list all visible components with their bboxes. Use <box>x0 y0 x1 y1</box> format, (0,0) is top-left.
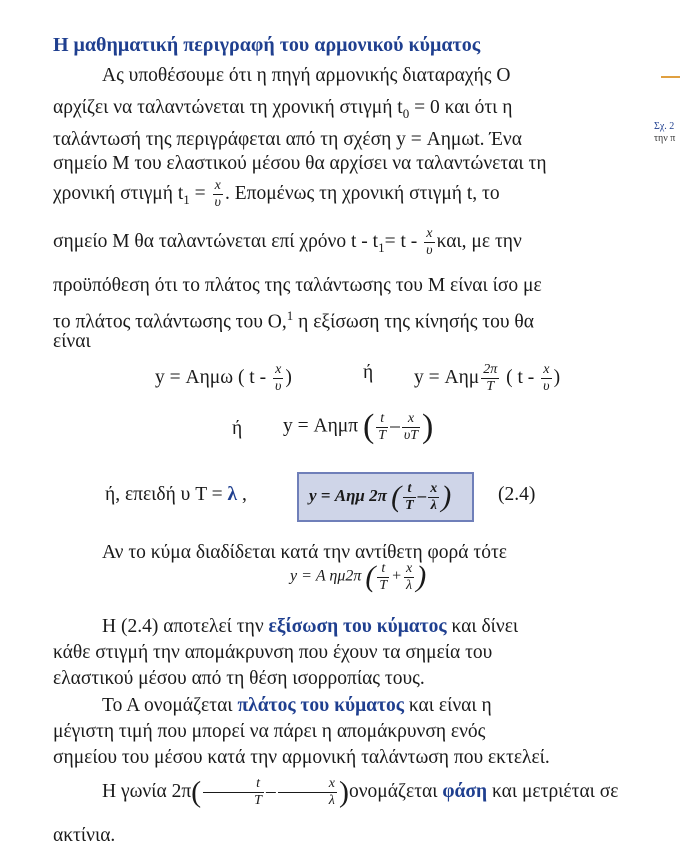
margin-marker <box>661 76 680 78</box>
term-wave-amplitude: πλάτος του κύματος <box>237 695 405 716</box>
paragraph-3-line-3: ελαστικού μέσου από τη θέση ισορροπίας τους. <box>53 668 425 689</box>
denominator: λ <box>430 497 437 513</box>
denominator: λ <box>406 577 413 593</box>
equation-2 <box>414 362 560 395</box>
denominator: λ <box>328 793 335 809</box>
paragraph-1-line-1: Ας υποθέσουμε ότι η πηγή αρμονικής διαταραχής O <box>102 65 511 86</box>
fraction-t-over-T <box>403 481 416 514</box>
numerator: x <box>273 362 283 379</box>
numerator: x <box>541 362 551 379</box>
paragraph-4-line-3: σημείου του μέσου κατά την αρμονική ταλάντωση που εκτελεί. <box>53 747 550 768</box>
equation-text: y = Αημω ( t - <box>155 366 267 388</box>
big-paren-close: ) <box>441 480 452 513</box>
fraction-x-over-lambda <box>404 561 414 594</box>
term-wave-equation: εξίσωση του κύματος <box>268 616 447 637</box>
or-2: ή <box>232 418 243 439</box>
big-paren-open: ( <box>191 775 202 809</box>
text-span: και είναι η <box>404 695 492 716</box>
text-span: αρχίζει να ταλαντώνεται τη χρονική στιγμή t <box>53 97 403 118</box>
text-span: το πλάτος ταλάντωσης του O, <box>53 311 287 333</box>
footnote-marker: 1 <box>286 308 294 323</box>
paragraph-5-line-2: ακτίνια. <box>53 825 116 846</box>
equation-opposite-direction <box>290 560 426 594</box>
text-span: και, με την <box>436 231 522 252</box>
text-span: σημείο Μ θα ταλαντώνεται επί χρόνο t - t <box>53 231 379 252</box>
numerator: t <box>403 481 416 498</box>
numerator: t <box>203 776 264 793</box>
fraction-x-over-lambda <box>278 776 337 809</box>
denominator: υ <box>274 379 282 394</box>
equation-text: y = Α ημ2π <box>290 567 362 585</box>
minus-sign: – <box>390 415 400 437</box>
numerator: x <box>213 178 223 195</box>
numerator: t <box>377 561 389 578</box>
minus-sign: – <box>417 485 427 505</box>
paren-close: ) <box>285 366 292 388</box>
paragraph-1-line-6 <box>53 224 641 266</box>
big-paren-close: ) <box>422 408 434 445</box>
paragraph-1-line-3: ταλάντωσή της περιγράφεται από τη σχέση y = Αημωt. Ένα <box>53 129 522 150</box>
text-span: χρονική στιγμή t <box>53 183 184 204</box>
fraction-x-over-vT <box>402 411 420 444</box>
fraction-x-over-lambda <box>428 481 439 514</box>
numerator: x <box>405 560 413 576</box>
text-span: η εξίσωση της κίνησής του θα <box>293 311 534 333</box>
denominator: υT <box>403 427 419 443</box>
fraction-x-over-v <box>541 362 551 395</box>
term-phase: φάση <box>442 781 488 802</box>
denominator: υ <box>426 243 433 259</box>
text-span: και μετριέται σε <box>487 781 619 802</box>
paragraph-4-line-2: μέγιστη τιμή που μπορεί να πάρει η απομάκρυνση ενός <box>53 721 486 742</box>
equation-text: ( t - <box>506 366 535 388</box>
subscript: 1 <box>183 191 190 207</box>
side-note-line-2: την π <box>654 133 676 144</box>
subscript: 1 <box>378 239 385 255</box>
equation-text: y = Αημπ <box>283 415 359 437</box>
fraction-2pi-over-T <box>481 362 499 395</box>
minus-sign: – <box>265 781 276 802</box>
big-paren-open: ( <box>362 408 375 445</box>
equation-3 <box>283 408 433 446</box>
fraction-t-over-T <box>376 411 388 444</box>
paragraph-1-line-7: προϋπόθεση ότι το πλάτος της ταλάντωσης του Μ είναι ίσο με <box>53 275 542 296</box>
paragraph-1-line-5: χρονική στιγμή $t_1$ = $\frac{x}{\upsilon}$ . Επομένως τη χρονική στιγμή t, το <box>53 178 500 211</box>
paragraph-3-line-2: κάθε στιγμή την απομάκρυνση που έχουν τα σημεία του <box>53 642 493 663</box>
text-span: Το Α ονομάζεται <box>102 695 238 716</box>
paragraph-1-line-4: σημείο Μ του ελαστικού μέσου θα αρχίσει να ταλαντώνεται τη <box>53 153 547 174</box>
since-relation: ή, επειδή υ T = λ , <box>105 484 247 505</box>
numerator: 2π <box>483 362 498 377</box>
text-span: = 0 και ότι η <box>409 97 513 118</box>
paragraph-2: Αν το κύμα διαδίδεται κατά την αντίθετη φορά τότε <box>102 542 507 563</box>
big-paren-close: ) <box>338 775 349 809</box>
text-span: και δίνει <box>446 616 519 637</box>
denominator: T <box>254 793 262 809</box>
big-paren-open: ( <box>365 560 376 593</box>
wave-equation-box <box>297 472 474 522</box>
fraction-x-over-v <box>424 226 434 259</box>
denominator: υ <box>214 195 221 211</box>
text-span: Η (2.4) αποτελεί την <box>102 616 269 637</box>
paren-close: ) <box>553 366 561 388</box>
paragraph-1-line-9: είναι <box>53 331 91 352</box>
fraction-t-over-T <box>203 776 264 809</box>
denominator: T <box>405 497 414 513</box>
section-title: Η μαθηματική περιγραφή του αρμονικού κύματος <box>53 34 481 56</box>
numerator: x <box>430 480 438 496</box>
numerator: t <box>376 411 388 428</box>
numerator: x <box>424 226 434 243</box>
text-span: = t - <box>384 231 418 252</box>
side-note-line-1: Σχ. 2 <box>654 121 675 132</box>
or-1: ή <box>363 362 374 383</box>
fraction-t-over-T <box>377 561 389 594</box>
equation-text: y = Αημ <box>414 366 480 388</box>
numerator: x <box>402 411 420 428</box>
fraction-x-over-v <box>273 362 283 395</box>
lambda-symbol: λ <box>227 484 238 505</box>
wave-equation <box>309 480 451 514</box>
numerator: x <box>278 776 337 793</box>
text-span: Η γωνία 2π <box>102 781 192 802</box>
text-span: . Επομένως τη χρονική στιγμή t, το <box>224 183 500 204</box>
denominator: υ <box>543 379 550 394</box>
big-paren-close: ) <box>416 560 427 593</box>
equation-number: (2.4) <box>498 484 536 505</box>
denominator: T <box>486 379 495 394</box>
equation-1 <box>155 362 292 395</box>
subscript: 0 <box>402 105 410 121</box>
fraction-x-over-v <box>213 178 223 211</box>
denominator: T <box>379 577 388 593</box>
margin-figure-note <box>654 121 675 145</box>
text-span: ονομάζεται <box>348 781 443 802</box>
paragraph-5-line-1 <box>53 772 641 813</box>
big-paren-open: ( <box>391 480 402 513</box>
plus-sign: + <box>391 567 402 585</box>
denominator: T <box>378 427 387 443</box>
equation-text: ή, επειδή υ T = <box>105 484 223 505</box>
equation-text: y = Αημ 2π <box>309 485 387 505</box>
